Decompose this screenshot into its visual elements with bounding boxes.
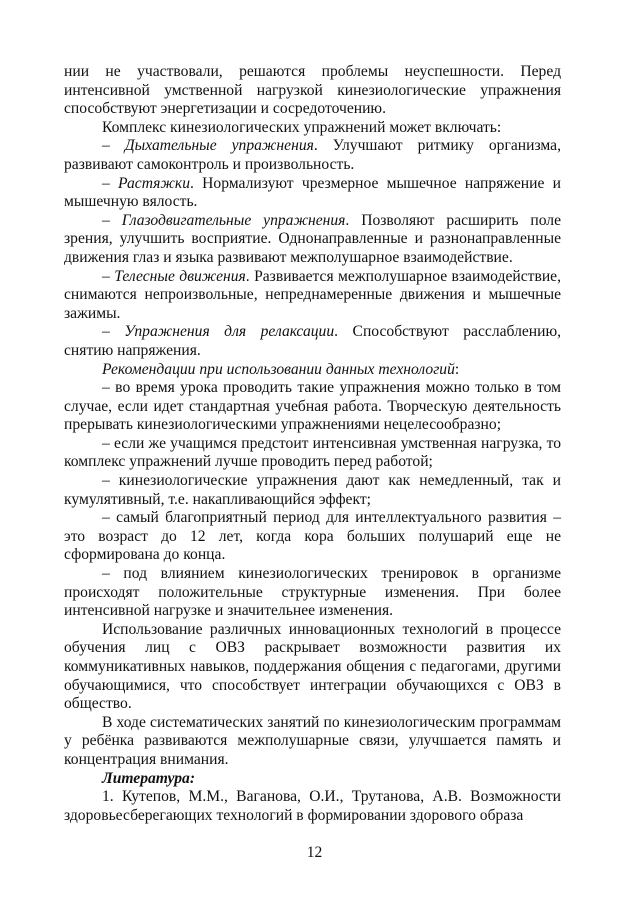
- paragraph-text: . Улучшают ритмику организма, развивают самоконтроль и произвольность.: [64, 137, 561, 173]
- paragraph: [64, 323, 561, 360]
- paragraph-text: . Позволяют расширить поле зрения, улучшить восприятие. Однонаправленные и разнонаправленные движения глаз и языка развивают межполушарное взаимодействие.: [64, 211, 561, 266]
- paragraph: [64, 472, 561, 509]
- paragraph: [64, 268, 561, 324]
- references-heading: [64, 770, 561, 789]
- paragraph-text: – если же учащимся предстоит интенсивная умственная нагрузка, то комплекс упражнений лучше проводить перед работой;: [64, 434, 561, 471]
- paragraph-text: – самый благоприятный период для интеллектуального развития – это возраст до 12 лет, когда кора больших полушарий еще не сформирована до конца.: [64, 509, 561, 564]
- paragraph: [64, 212, 561, 268]
- paragraph-text: . Развивается межполушарное взаимодействие, снимаются непроизвольные, непреднамеренные движения и мышечные зажимы.: [64, 267, 561, 322]
- paragraph: [64, 714, 561, 770]
- paragraph-lead: – Дыхательные упражнения: [102, 137, 314, 155]
- paragraph-text: 1. Кутепов, М.М., Ваганова, О.И., Трутанова, А.В. Возможности здоровьесберегающих технологий в формировании здорового образа: [64, 788, 561, 824]
- paragraph-lead: – Растяжки: [102, 174, 191, 192]
- paragraph: [64, 565, 561, 621]
- reference-item: [64, 788, 561, 825]
- references-heading-text: Литература:: [102, 769, 196, 787]
- paragraph-lead: – Глазодвигательные упражнения: [102, 211, 346, 229]
- page-number: 12: [306, 844, 323, 861]
- paragraph-text: Использование различных инновационных технологий в процессе обучения лиц с ОВЗ раскрывает возможности развития их коммуникативных навыков, поддержания общения с педагогами, другими обучающимися, что способствует интеграции обучающихся с ОВЗ в общество.: [64, 620, 561, 713]
- paragraph-text: В ходе систематических занятий по кинезиологическим программам у ребёнка развиваются межполушарные связи, улучшается память и концентрация внимания.: [64, 713, 561, 768]
- paragraph: [64, 119, 561, 138]
- paragraph-lead: – Телесные движения: [102, 267, 246, 285]
- paragraph: [64, 63, 561, 119]
- document-body: [64, 63, 561, 825]
- paragraph-lead: – Упражнения для релаксации: [102, 323, 335, 341]
- paragraph: [64, 435, 561, 472]
- paragraph-text: . Нормализуют чрезмерное мышечное напряжение и мышечную вялость.: [64, 174, 561, 211]
- paragraph: [64, 379, 561, 435]
- paragraph: [64, 137, 561, 174]
- paragraph-text: . Способствуют расслаблению, снятию напряжения.: [64, 323, 562, 359]
- paragraph: [64, 621, 561, 714]
- paragraph-text: – во время урока проводить такие упражнения можно только в том случае, если идет стандартная учебная работа. Творческую деятельность прерывать кинезиологическими упражнениями нецелесообразно;: [64, 379, 561, 434]
- paragraph-text: Комплекс кинезиологических упражнений может включать:: [102, 118, 502, 136]
- paragraph-text: – под влиянием кинезиологических тренировок в организме происходят положительные структурные изменения. При более интенсивной нагрузке и значительнее изменения.: [64, 565, 561, 620]
- paragraph: [64, 175, 561, 212]
- paragraph-lead: Рекомендации при использовании данных технологий: [102, 360, 455, 378]
- paragraph: [64, 509, 561, 565]
- paragraph-text: :: [454, 360, 460, 378]
- paragraph-text: – кинезиологические упражнения дают как немедленный, так и кумулятивный, т.е. накапливающийся эффект;: [64, 472, 561, 508]
- paragraph-text: нии не участвовали, решаются проблемы неуспешности. Перед интенсивной умственной нагрузкой кинезиологические упражнения способствуют энергетизации и сосредоточению.: [64, 63, 561, 118]
- paragraph: [64, 361, 561, 380]
